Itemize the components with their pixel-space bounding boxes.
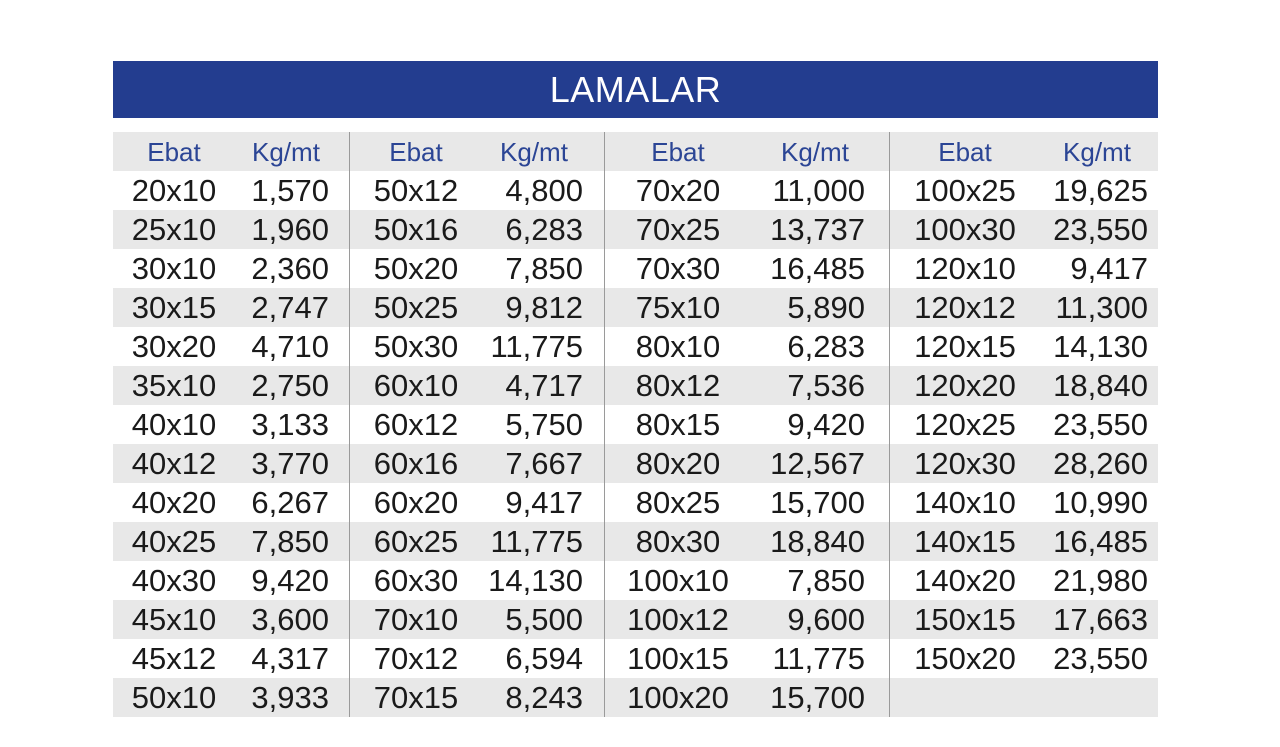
weight-cell: 9,812 <box>505 290 583 325</box>
size-cell: 120x25 <box>914 407 1016 442</box>
weight-cell: 5,500 <box>505 602 583 637</box>
header-size: Ebat <box>389 137 443 167</box>
size-cell: 120x10 <box>914 251 1016 286</box>
size-cell: 70x12 <box>373 641 459 676</box>
size-cell: 100x25 <box>914 173 1016 208</box>
size-cell: 70x20 <box>635 173 721 208</box>
size-cell: 100x20 <box>627 680 729 715</box>
weight-cell: 23,550 <box>1053 212 1148 247</box>
weight-cell: 6,283 <box>787 329 865 364</box>
weight-cell: 17,663 <box>1053 602 1148 637</box>
weight-cell: 5,750 <box>505 407 583 442</box>
weight-cell: 14,130 <box>488 563 583 598</box>
weight-cell: 15,700 <box>770 680 865 715</box>
weight-cell: 9,417 <box>505 485 583 520</box>
weight-cell: 16,485 <box>1053 524 1148 559</box>
size-cell: 120x20 <box>914 368 1016 403</box>
size-cell: 80x10 <box>635 329 721 364</box>
header-row <box>113 132 1158 171</box>
weight-cell: 9,420 <box>251 563 329 598</box>
column-divider <box>349 132 350 717</box>
size-cell: 150x20 <box>914 641 1016 676</box>
table-row <box>113 678 1158 717</box>
table-row <box>113 366 1158 405</box>
size-cell: 40x20 <box>131 485 217 520</box>
table-row <box>113 639 1158 678</box>
size-cell: 100x12 <box>627 602 729 637</box>
size-cell: 100x30 <box>914 212 1016 247</box>
size-cell: 40x10 <box>131 407 217 442</box>
weight-cell: 11,775 <box>772 641 865 676</box>
table-title: LAMALAR <box>113 61 1158 118</box>
header-size: Ebat <box>651 137 705 167</box>
size-cell: 60x30 <box>373 563 459 598</box>
weight-cell: 7,667 <box>505 446 583 481</box>
size-cell: 70x25 <box>635 212 721 247</box>
size-cell: 50x25 <box>373 290 459 325</box>
table-row <box>113 171 1158 210</box>
header-weight: Kg/mt <box>500 137 568 167</box>
weight-cell: 7,850 <box>251 524 329 559</box>
table-row <box>113 405 1158 444</box>
header-weight: Kg/mt <box>781 137 849 167</box>
size-cell: 80x12 <box>635 368 721 403</box>
size-cell: 150x15 <box>914 602 1016 637</box>
size-cell: 40x12 <box>131 446 217 481</box>
weight-cell: 3,933 <box>251 680 329 715</box>
weight-cell: 11,300 <box>1055 290 1148 325</box>
header-weight: Kg/mt <box>1063 137 1131 167</box>
weight-cell: 1,960 <box>251 212 329 247</box>
size-cell: 60x25 <box>373 524 459 559</box>
weight-cell: 8,243 <box>505 680 583 715</box>
weight-cell: 1,570 <box>251 173 329 208</box>
size-cell: 60x20 <box>373 485 459 520</box>
weight-cell: 9,417 <box>1070 251 1148 286</box>
size-cell: 45x12 <box>131 641 217 676</box>
weight-cell: 11,775 <box>490 524 583 559</box>
size-cell: 80x30 <box>635 524 721 559</box>
weight-cell: 6,267 <box>251 485 329 520</box>
size-cell: 140x10 <box>914 485 1016 520</box>
size-cell: 140x15 <box>914 524 1016 559</box>
weight-cell: 4,317 <box>251 641 329 676</box>
weight-cell: 6,283 <box>505 212 583 247</box>
size-cell: 45x10 <box>131 602 217 637</box>
weight-cell: 7,850 <box>505 251 583 286</box>
size-cell: 50x16 <box>373 212 459 247</box>
size-cell: 50x10 <box>131 680 217 715</box>
size-cell: 60x16 <box>373 446 459 481</box>
weight-cell: 4,717 <box>505 368 583 403</box>
table-row <box>113 210 1158 249</box>
size-cell: 120x30 <box>914 446 1016 481</box>
size-cell: 50x20 <box>373 251 459 286</box>
size-cell: 120x15 <box>914 329 1016 364</box>
weight-cell: 12,567 <box>770 446 865 481</box>
table-row <box>113 522 1158 561</box>
column-divider <box>604 132 605 717</box>
weight-cell: 28,260 <box>1053 446 1148 481</box>
weight-cell: 7,850 <box>787 563 865 598</box>
weight-cell: 15,700 <box>770 485 865 520</box>
size-cell: 80x20 <box>635 446 721 481</box>
table-row <box>113 600 1158 639</box>
weight-cell: 4,800 <box>505 173 583 208</box>
weight-cell: 23,550 <box>1053 641 1148 676</box>
header-size: Ebat <box>938 137 992 167</box>
weight-cell: 9,600 <box>787 602 865 637</box>
size-cell: 25x10 <box>131 212 217 247</box>
size-cell: 50x12 <box>373 173 459 208</box>
weight-cell: 4,710 <box>251 329 329 364</box>
size-cell: 60x10 <box>373 368 459 403</box>
size-cell: 120x12 <box>914 290 1016 325</box>
weight-cell: 11,775 <box>490 329 583 364</box>
table-row <box>113 249 1158 288</box>
weight-cell: 2,750 <box>251 368 329 403</box>
weight-cell: 5,890 <box>787 290 865 325</box>
weight-cell: 3,133 <box>251 407 329 442</box>
size-cell: 100x10 <box>627 563 729 598</box>
weight-cell: 16,485 <box>770 251 865 286</box>
weight-cell: 14,130 <box>1053 329 1148 364</box>
table-row <box>113 288 1158 327</box>
size-cell: 35x10 <box>131 368 217 403</box>
weight-cell: 2,360 <box>251 251 329 286</box>
weight-cell: 11,000 <box>772 173 865 208</box>
size-cell: 20x10 <box>131 173 217 208</box>
size-cell: 30x20 <box>131 329 217 364</box>
size-cell: 80x15 <box>635 407 721 442</box>
weight-cell: 6,594 <box>505 641 583 676</box>
size-cell: 75x10 <box>635 290 721 325</box>
size-cell: 40x25 <box>131 524 217 559</box>
weight-cell: 13,737 <box>770 212 865 247</box>
weight-cell: 23,550 <box>1053 407 1148 442</box>
weight-cell: 3,600 <box>251 602 329 637</box>
table-row <box>113 444 1158 483</box>
column-divider <box>889 132 890 717</box>
size-cell: 100x15 <box>627 641 729 676</box>
size-cell: 70x30 <box>635 251 721 286</box>
table-row <box>113 561 1158 600</box>
size-cell: 40x30 <box>131 563 217 598</box>
weight-cell: 9,420 <box>787 407 865 442</box>
weight-cell: 10,990 <box>1053 485 1148 520</box>
size-cell: 70x15 <box>373 680 459 715</box>
header-size: Ebat <box>147 137 201 167</box>
size-cell: 70x10 <box>373 602 459 637</box>
size-cell: 30x15 <box>131 290 217 325</box>
size-cell: 50x30 <box>373 329 459 364</box>
weight-cell: 18,840 <box>770 524 865 559</box>
weight-cell: 18,840 <box>1053 368 1148 403</box>
size-cell: 140x20 <box>914 563 1016 598</box>
weight-cell: 2,747 <box>251 290 329 325</box>
header-weight: Kg/mt <box>252 137 320 167</box>
weight-cell: 21,980 <box>1053 563 1148 598</box>
weight-cell: 19,625 <box>1053 173 1148 208</box>
weight-cell: 3,770 <box>251 446 329 481</box>
weight-table <box>113 132 1158 717</box>
table-row <box>113 327 1158 366</box>
table-row <box>113 483 1158 522</box>
weight-cell: 7,536 <box>787 368 865 403</box>
size-cell: 80x25 <box>635 485 721 520</box>
size-cell: 30x10 <box>131 251 217 286</box>
size-cell: 60x12 <box>373 407 459 442</box>
